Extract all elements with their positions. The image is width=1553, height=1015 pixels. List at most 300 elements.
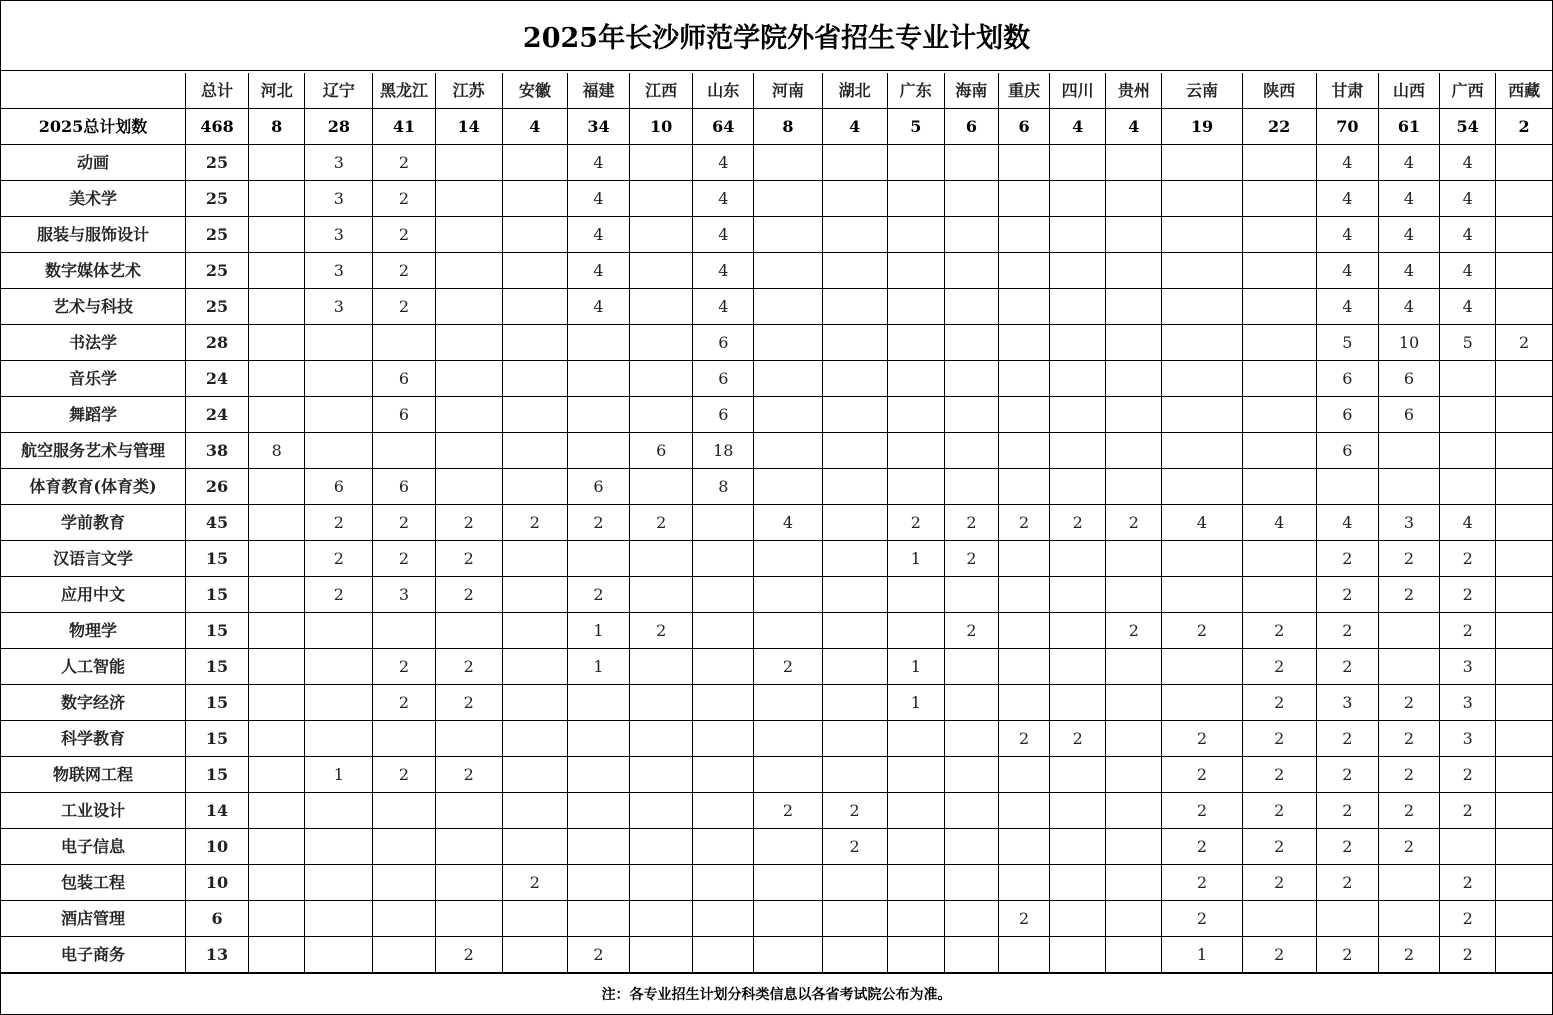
plan-cell: 2 [373,541,435,577]
plan-cell: 3 [305,181,373,217]
plan-cell [249,217,305,253]
plan-cell: 2 [1242,613,1316,649]
plan-cell [887,253,944,289]
table-row [1,613,1552,649]
plan-cell [754,289,822,325]
plan-cell: 2 [1378,829,1439,865]
plan-cell [1106,937,1162,973]
plan-cell [944,901,998,937]
summary-value: 22 [1242,109,1316,145]
plan-cell [249,577,305,613]
plan-cell [1496,613,1552,649]
plan-cell [435,721,502,757]
plan-cell: 2 [1378,757,1439,793]
header-province: 海南 [944,73,998,109]
plan-cell [630,289,693,325]
major-total: 38 [185,433,248,469]
plan-cell: 4 [1378,253,1439,289]
table-row [1,865,1552,901]
plan-cell [1050,613,1106,649]
major-total: 10 [185,865,248,901]
plan-cell [754,433,822,469]
plan-cell: 2 [1242,721,1316,757]
plan-cell [1106,217,1162,253]
plan-cell [887,613,944,649]
plan-cell: 2 [1440,613,1496,649]
plan-cell [567,829,629,865]
plan-cell [754,253,822,289]
plan-cell [1050,685,1106,721]
plan-cell: 3 [305,145,373,181]
major-total: 45 [185,505,248,541]
header-province: 广西 [1440,73,1496,109]
plan-cell [305,829,373,865]
plan-cell [1050,325,1106,361]
plan-cell [305,685,373,721]
plan-cell: 2 [1316,649,1378,685]
plan-cell: 2 [1378,937,1439,973]
plan-cell: 4 [1440,505,1496,541]
plan-cell: 4 [1378,217,1439,253]
plan-cell [435,181,502,217]
major-name: 美术学 [1,181,185,217]
plan-cell: 2 [1378,685,1439,721]
plan-cell [822,865,887,901]
plan-cell [754,217,822,253]
plan-cell [887,577,944,613]
plan-cell: 2 [1316,541,1378,577]
plan-cell [887,757,944,793]
summary-value: 4 [1106,109,1162,145]
plan-cell [822,289,887,325]
summary-value: 19 [1162,109,1242,145]
plan-cell [1242,397,1316,433]
plan-cell [1162,469,1242,505]
plan-cell [887,325,944,361]
plan-cell [944,793,998,829]
plan-cell [435,361,502,397]
plan-cell: 1 [887,541,944,577]
plan-cell [693,757,754,793]
plan-cell: 2 [1242,685,1316,721]
plan-cell [630,793,693,829]
plan-cell [249,541,305,577]
plan-cell [887,217,944,253]
plan-cell [1496,217,1552,253]
plan-cell [693,505,754,541]
plan-cell [435,793,502,829]
plan-cell: 4 [754,505,822,541]
header-province: 甘肃 [1316,73,1378,109]
header-row [1,73,1552,109]
plan-cell: 4 [1378,145,1439,181]
major-total: 15 [185,613,248,649]
major-total: 25 [185,145,248,181]
plan-cell [1162,253,1242,289]
plan-cell: 10 [1378,325,1439,361]
plan-cell: 6 [693,361,754,397]
plan-cell [1050,181,1106,217]
header-province: 广东 [887,73,944,109]
table-row [1,325,1552,361]
plan-cell: 2 [998,505,1049,541]
plan-cell [305,325,373,361]
table-row [1,397,1552,433]
summary-value: 4 [1050,109,1106,145]
table-row [1,289,1552,325]
plan-cell [1242,541,1316,577]
plan-cell: 2 [1378,721,1439,757]
plan-cell [373,613,435,649]
plan-cell: 2 [1440,793,1496,829]
plan-cell [822,433,887,469]
major-name: 电子信息 [1,829,185,865]
plan-cell [693,793,754,829]
header-province: 陕西 [1242,73,1316,109]
plan-cell [1162,145,1242,181]
plan-cell: 4 [567,145,629,181]
major-total: 13 [185,937,248,973]
plan-cell [998,325,1049,361]
plan-cell [567,361,629,397]
plan-cell [887,901,944,937]
major-total: 6 [185,901,248,937]
plan-cell: 3 [1378,505,1439,541]
plan-cell [630,649,693,685]
plan-cell: 2 [887,505,944,541]
major-total: 25 [185,289,248,325]
plan-cell [944,937,998,973]
plan-cell [822,325,887,361]
table-row [1,685,1552,721]
plan-cell: 4 [693,217,754,253]
major-name: 物理学 [1,613,185,649]
plan-cell: 2 [305,577,373,613]
plan-cell: 18 [693,433,754,469]
table-row [1,721,1552,757]
plan-cell [1496,505,1552,541]
plan-cell [305,865,373,901]
plan-cell [1106,577,1162,613]
plan-cell [1106,901,1162,937]
plan-cell [822,613,887,649]
plan-cell: 2 [435,505,502,541]
plan-cell [373,865,435,901]
plan-cell [502,361,567,397]
plan-cell [754,541,822,577]
table-row [1,829,1552,865]
plan-cell [1242,253,1316,289]
plan-cell [822,217,887,253]
plan-cell [1496,865,1552,901]
plan-cell [998,865,1049,901]
plan-cell: 2 [1162,721,1242,757]
plan-cell [1242,433,1316,469]
plan-cell [502,649,567,685]
plan-cell: 6 [305,469,373,505]
plan-cell: 6 [373,469,435,505]
major-name: 物联网工程 [1,757,185,793]
plan-cell [1440,469,1496,505]
plan-cell [630,937,693,973]
major-total: 24 [185,397,248,433]
plan-cell [249,181,305,217]
header-province: 黑龙江 [373,73,435,109]
plan-cell [754,181,822,217]
plan-cell: 6 [693,325,754,361]
major-name: 体育教育(体育类) [1,469,185,505]
plan-cell [1050,361,1106,397]
plan-cell [944,685,998,721]
plan-cell: 2 [1316,937,1378,973]
plan-cell [502,793,567,829]
plan-cell [822,577,887,613]
major-name: 科学教育 [1,721,185,757]
summary-value: 8 [754,109,822,145]
plan-cell [435,613,502,649]
header-province: 河南 [754,73,822,109]
plan-cell: 2 [567,937,629,973]
plan-cell: 2 [435,541,502,577]
summary-value: 34 [567,109,629,145]
plan-cell [1106,397,1162,433]
header-province: 重庆 [998,73,1049,109]
plan-cell [305,397,373,433]
plan-cell: 2 [822,829,887,865]
plan-cell: 2 [1378,793,1439,829]
plan-cell [502,325,567,361]
plan-cell: 2 [373,649,435,685]
plan-cell [1242,361,1316,397]
plan-cell [1496,469,1552,505]
plan-cell [630,181,693,217]
plan-cell [998,541,1049,577]
plan-cell: 2 [1316,577,1378,613]
major-name: 酒店管理 [1,901,185,937]
summary-value: 10 [630,109,693,145]
plan-cell [502,577,567,613]
major-total: 25 [185,253,248,289]
plan-cell [630,829,693,865]
plan-cell [693,901,754,937]
header-province: 山西 [1378,73,1439,109]
plan-cell [998,433,1049,469]
plan-cell [567,865,629,901]
plan-cell [1106,829,1162,865]
major-total: 24 [185,361,248,397]
plan-cell: 4 [1316,181,1378,217]
table-row [1,253,1552,289]
plan-cell [998,577,1049,613]
plan-cell [373,937,435,973]
plan-cell: 2 [373,253,435,289]
plan-cell [998,253,1049,289]
page-title: 2025年长沙师范学院外省招生专业计划数 [1,1,1552,71]
plan-cell [373,829,435,865]
plan-cell [998,937,1049,973]
major-name: 汉语言文学 [1,541,185,577]
plan-cell [630,685,693,721]
plan-cell: 2 [1106,505,1162,541]
plan-cell [754,901,822,937]
table-row [1,901,1552,937]
plan-cell: 3 [1316,685,1378,721]
header-province: 江苏 [435,73,502,109]
plan-cell: 4 [1378,289,1439,325]
plan-cell [1106,757,1162,793]
plan-cell: 2 [1242,937,1316,973]
plan-cell [998,793,1049,829]
plan-cell [944,361,998,397]
plan-cell: 4 [1378,181,1439,217]
plan-cell: 2 [1050,721,1106,757]
plan-cell: 2 [1440,757,1496,793]
plan-cell [998,829,1049,865]
summary-value: 6 [998,109,1049,145]
plan-cell: 2 [1378,541,1439,577]
plan-cell [887,865,944,901]
plan-cell [887,937,944,973]
plan-cell: 3 [305,289,373,325]
plan-cell: 4 [1316,217,1378,253]
plan-cell [1162,361,1242,397]
plan-cell [305,613,373,649]
major-name: 书法学 [1,325,185,361]
plan-cell [373,433,435,469]
plan-cell [822,721,887,757]
plan-cell: 2 [1496,325,1552,361]
plan-cell: 2 [1440,541,1496,577]
plan-cell [567,397,629,433]
plan-cell: 4 [1316,289,1378,325]
plan-cell [1378,433,1439,469]
plan-cell [249,505,305,541]
summary-value: 2 [1496,109,1552,145]
plan-cell [249,901,305,937]
plan-cell: 8 [249,433,305,469]
plan-cell [944,253,998,289]
plan-cell [567,541,629,577]
plan-cell [1496,145,1552,181]
plan-cell [998,757,1049,793]
plan-cell: 2 [1162,829,1242,865]
plan-cell [693,577,754,613]
plan-cell [754,721,822,757]
plan-cell: 2 [754,793,822,829]
corner-cell [1,73,185,109]
plan-cell: 2 [435,649,502,685]
plan-cell [305,361,373,397]
plan-cell [1496,541,1552,577]
plan-cell [1162,577,1242,613]
plan-cell [754,325,822,361]
plan-cell [435,829,502,865]
plan-cell [435,325,502,361]
plan-cell [998,181,1049,217]
plan-cell [1050,865,1106,901]
major-name: 音乐学 [1,361,185,397]
plan-cell [822,901,887,937]
plan-cell: 4 [693,181,754,217]
plan-cell [502,433,567,469]
plan-cell: 2 [944,505,998,541]
plan-cell [249,325,305,361]
header-province: 湖北 [822,73,887,109]
plan-cell: 2 [435,685,502,721]
plan-cell [944,289,998,325]
plan-cell: 2 [630,613,693,649]
plan-cell: 2 [1242,649,1316,685]
plan-cell [1050,145,1106,181]
plan-cell [1106,289,1162,325]
plan-cell [435,865,502,901]
plan-cell [502,901,567,937]
plan-cell: 2 [435,937,502,973]
plan-cell [693,541,754,577]
plan-cell: 2 [1242,829,1316,865]
plan-cell [1162,649,1242,685]
summary-total: 468 [185,109,248,145]
plan-cell [998,217,1049,253]
plan-cell [630,217,693,253]
summary-value: 4 [822,109,887,145]
plan-cell [822,685,887,721]
table-row [1,793,1552,829]
plan-cell: 2 [1316,829,1378,865]
plan-cell: 4 [1162,505,1242,541]
plan-cell [249,793,305,829]
plan-cell [373,325,435,361]
plan-cell: 2 [373,289,435,325]
plan-cell: 4 [567,253,629,289]
plan-cell [1050,397,1106,433]
table-row [1,541,1552,577]
plan-cell [1496,685,1552,721]
plan-cell: 2 [1050,505,1106,541]
plan-cell [1050,649,1106,685]
plan-cell: 2 [502,865,567,901]
plan-cell [1050,541,1106,577]
plan-cell [502,145,567,181]
plan-cell [1496,433,1552,469]
plan-cell [567,793,629,829]
plan-cell [630,253,693,289]
plan-cell [998,469,1049,505]
header-province: 辽宁 [305,73,373,109]
plan-cell [944,397,998,433]
plan-cell [1050,433,1106,469]
plan-cell: 2 [822,793,887,829]
plan-cell [998,397,1049,433]
major-total: 10 [185,829,248,865]
plan-cell [944,469,998,505]
plan-cell [630,577,693,613]
plan-cell [1242,325,1316,361]
plan-cell: 2 [630,505,693,541]
header-total: 总计 [185,73,248,109]
plan-cell [1440,433,1496,469]
plan-cell [1440,829,1496,865]
plan-cell: 6 [1316,433,1378,469]
plan-cell [1050,469,1106,505]
plan-cell [435,397,502,433]
plan-cell [754,937,822,973]
plan-cell [630,721,693,757]
plan-cell [1050,253,1106,289]
header-province: 江西 [630,73,693,109]
plan-cell: 2 [1316,721,1378,757]
plan-cell [693,829,754,865]
